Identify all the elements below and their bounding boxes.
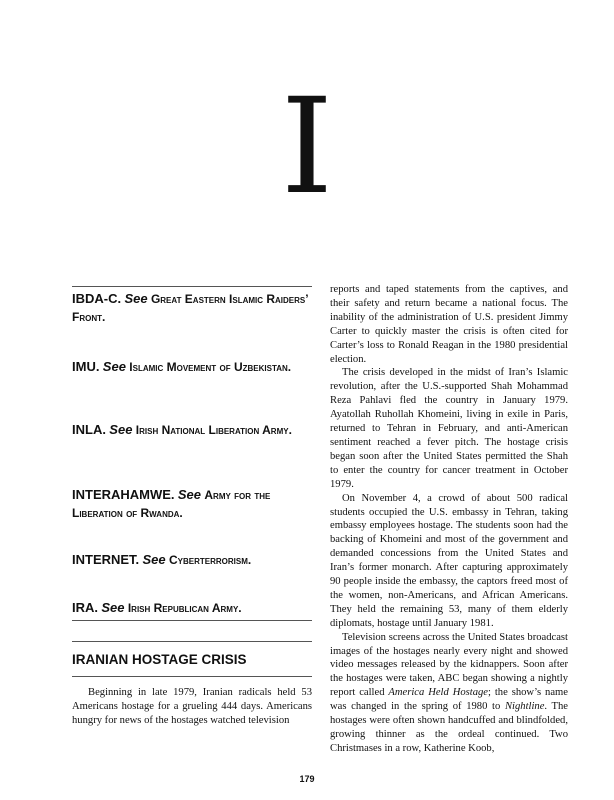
section-letter: I [280, 70, 334, 224]
italic-title: Nightline [504, 701, 545, 713]
text-run: . The hostages were often shown handcuffed and blindfolded, growing thinner as the ordeal continued. Two Christmases in a row, Katherine Koob, [330, 701, 568, 754]
see-target: Islamic Movement of Uzbekistan. [129, 360, 292, 374]
cross-reference-ibda-c [72, 290, 312, 326]
paragraph: The crisis developed in the midst of Iran’s Islamic revolution, after the U.S.-supported Shah Mohammad Reza Pahlavi fled the country in January 1979. Ayatollah Ruhollah Khomeini, living in exile in Paris, returned to Tehran in February, and anti-American sentiment reached a fever pitch. The hostage crisis began soon after the United States permitted the Shah to enter the country for cancer treatment in October 1979. [330, 367, 568, 490]
see-label: See [124, 291, 148, 306]
see-label: See [101, 600, 125, 615]
text-run: Television screens across the United States broadcast images of the hostages nearly every night and showed video messages released by the kidnappers. Soon after the hostages were taken, ABC began showing a nightly report called [330, 631, 568, 699]
divider [72, 641, 312, 642]
see-label: See [109, 422, 133, 437]
divider [72, 620, 312, 621]
italic-title: America Held Hostage [388, 687, 489, 699]
paragraph: reports and taped statements from the captives, and their safety and return became a national focus. The inability of the administration of U.S. president Jimmy Carter to quickly master the crisis is often cited for Carter’s loss to Ronald Reagan in the 1980 presidential election. [330, 284, 568, 365]
see-label: See [177, 487, 202, 502]
entry-head: INLA. [72, 422, 106, 437]
see-target: Irish Republican Army. [127, 601, 242, 615]
see-target: Cyberterrorism. [169, 553, 252, 567]
article-intro [72, 686, 312, 728]
cross-reference-imu [72, 358, 312, 376]
article-title: IRANIAN HOSTAGE CRISIS [72, 652, 247, 667]
entry-head: IRA. [72, 600, 98, 615]
entry-head: INTERNET. [72, 552, 140, 567]
entry-head: INTERAHAMWE. [72, 487, 175, 502]
cross-reference-ira [72, 599, 312, 617]
cross-reference-inla [72, 421, 312, 439]
cross-reference-interahamwe [72, 486, 312, 522]
see-target: Army for the Liberation of Rwanda. [72, 488, 271, 520]
text-run: ; the show’s name was changed in the spring of 1980 to [330, 687, 568, 713]
entry-head: IBDA-C. [72, 291, 122, 306]
see-target: Irish National Liberation Army. [135, 423, 292, 437]
divider [72, 676, 312, 677]
divider [72, 286, 312, 287]
cross-reference-internet [72, 551, 312, 569]
entry-head: IMU. [72, 359, 100, 374]
paragraph: On November 4, a crowd of about 500 radical students occupied the U.S. embassy in Tehran, taking embassy employees hostage. The students soon had the backing of Khomeini and most of the government and demanded concessions from the United States and Iran’s former monarch. After capturing approximately 90 people inside the embassy, the captors freed most of the women, non-Americans, and African Americans. They held the remaining 53, many of them elderly diplomats, hostage until January 1981. [330, 492, 568, 629]
paragraph: Beginning in late 1979, Iranian radicals held 53 Americans hostage for a grueling 444 days. Americans hungry for news of the hostages watched television [72, 687, 312, 726]
right-column [330, 283, 568, 756]
see-label: See [142, 552, 166, 567]
see-target: Great Eastern Islamic Raiders’ Front. [72, 292, 308, 324]
page-number: 179 [299, 774, 315, 784]
paragraph [330, 631, 568, 756]
see-label: See [102, 359, 126, 374]
